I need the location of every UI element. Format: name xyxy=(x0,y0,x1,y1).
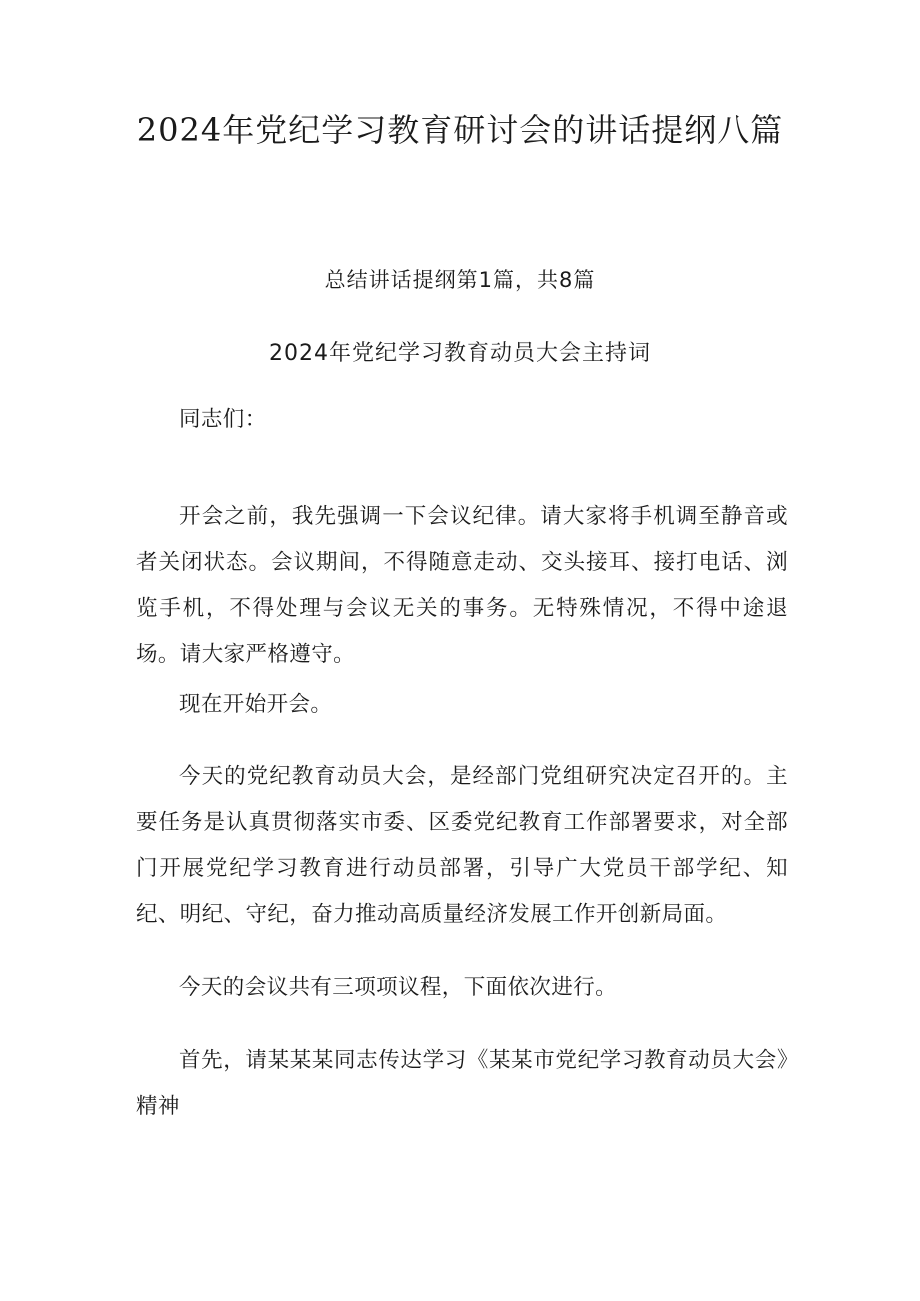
series-subtitle: 总结讲话提纲第1篇，共8篇 xyxy=(324,268,596,292)
body-paragraph: 今天的会议共有三项项议程，下面依次进行。 xyxy=(179,975,618,1000)
speech-title: 2024年党纪学习教育动员大会主持词 xyxy=(269,341,651,366)
document-title: 2024年党纪学习教育研讨会的讲话提纲八篇 xyxy=(136,111,784,149)
body-paragraph: 现在开始开会。 xyxy=(179,692,333,717)
body-paragraph: 开会之前，我先强调一下会议纪律。请大家将手机调至静音或者关闭状态。会议期间，不得随意走动、交头接耳、接打电话、浏览手机，不得处理与会议无关的事务。无特殊情况，不得中途退场。请大家严格遵守。 xyxy=(136,504,788,667)
body-paragraph: 今天的党纪教育动员大会，是经部门党组研究决定召开的。主要任务是认真贯彻落实市委、区委党纪教育工作部署要求，对全部门开展党纪学习教育进行动员部署，引导广大党员干部学纪、知纪、明纪、守纪，奋力推动高质量经济发展工作开创新局面。 xyxy=(136,764,788,927)
body-paragraph: 首先，请某某某同志传达学习《某某市党纪学习教育动员大会》精神 xyxy=(136,1048,788,1119)
greeting-paragraph: 同志们： xyxy=(179,407,267,432)
